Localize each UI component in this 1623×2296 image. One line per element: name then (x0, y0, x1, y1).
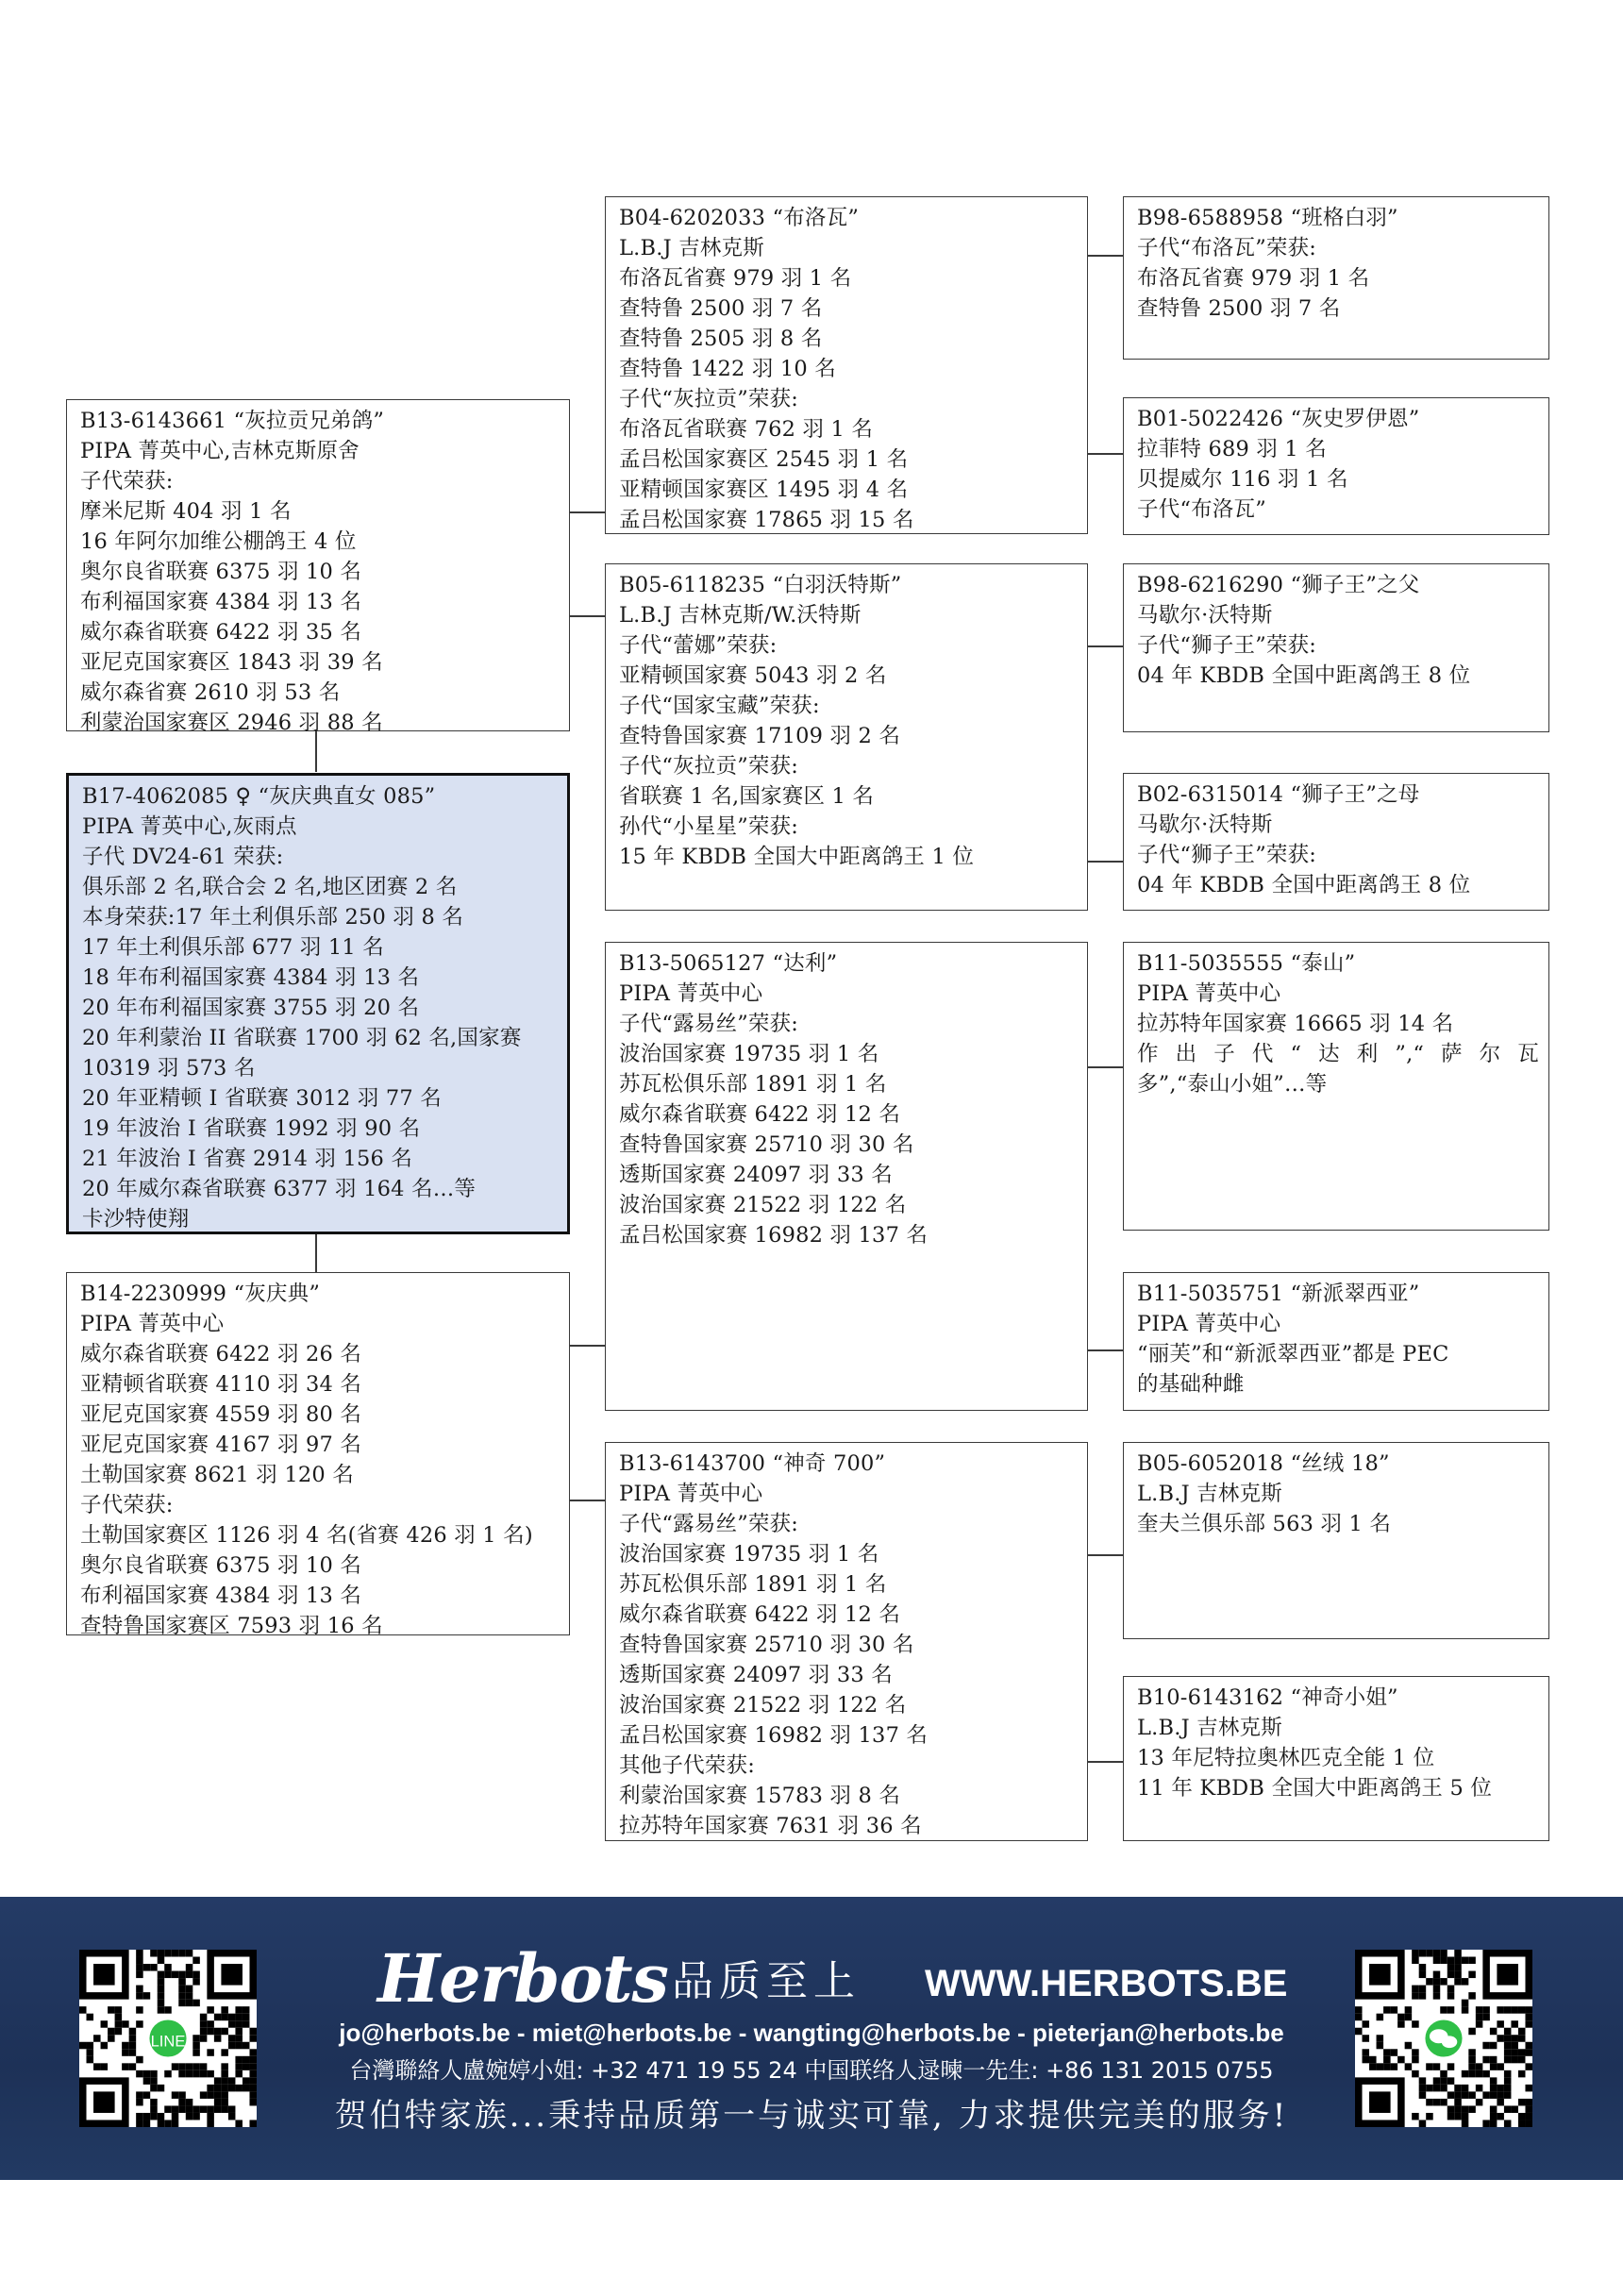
bird-detail-line: 20 年亚精顿 I 省联赛 3012 羽 77 名 (82, 1086, 442, 1111)
bird-detail-line: 土勒国家赛 8621 羽 120 名 (80, 1463, 354, 1487)
bird-detail-line: 亚精顿国家赛 5043 羽 2 名 (619, 663, 887, 688)
bird-detail-line: 布利福国家赛 4384 羽 13 名 (80, 1584, 362, 1608)
bird-detail-line: 亚尼克国家赛 4167 羽 97 名 (80, 1433, 362, 1457)
sire-sire-dam-card (1123, 397, 1549, 535)
bird-detail-line: 查特鲁 2500 羽 7 名 (1137, 296, 1341, 321)
bird-detail-line: 子代“布洛瓦”荣获: (1137, 236, 1317, 260)
website-link[interactable]: WWW.HERBOTS.BE (925, 1963, 1288, 2004)
bird-detail-line: 查特鲁 2500 羽 7 名 (619, 296, 823, 321)
connector-sd-sdd (1086, 861, 1124, 863)
bird-detail-line: L.B.J 吉林克斯 (1137, 1482, 1282, 1506)
bird-detail-line: 11 年 KBDB 全国大中距离鸽王 5 位 (1137, 1776, 1493, 1801)
bird-detail-line: 利蒙治国家赛 15783 羽 8 名 (619, 1784, 901, 1808)
bird-id-name: B13-6143700 “神奇 700” (619, 1451, 886, 1476)
bird-detail-line: 15 年 KBDB 全国大中距离鸽王 1 位 (619, 845, 975, 869)
bird-detail-line: L.B.J 吉林克斯 (1137, 1716, 1282, 1740)
bird-detail-line: 子代“蕾娜”荣获: (619, 633, 778, 658)
sire-dam-dam-card (1123, 773, 1549, 911)
dam-card (66, 1272, 570, 1638)
bird-detail-line: 18 年布利福国家赛 4384 羽 13 名 (82, 965, 420, 990)
bird-detail-line: L.B.J 吉林克斯 (619, 236, 764, 260)
bird-id-name: B98-6216290 “狮子王”之父 (1137, 573, 1420, 597)
bird-detail-line: 马歇尔·沃特斯 (1137, 813, 1273, 837)
bird-detail-line: 子代“灰拉贡”荣获: (619, 754, 799, 779)
footer-banner (0, 1897, 1623, 2180)
bird-detail-line: L.B.J 吉林克斯/W.沃特斯 (619, 603, 862, 628)
bird-detail-line: 卡沙特使翔 (82, 1207, 190, 1232)
bird-detail-line: 子代“露易丝”荣获: (619, 1012, 799, 1036)
bird-detail-line: 19 年波治 I 省联赛 1992 羽 90 名 (82, 1116, 421, 1141)
bird-detail-line: 布洛瓦省联赛 762 羽 1 名 (619, 417, 874, 442)
dam-dam-card (605, 1442, 1088, 1841)
bird-detail-line: 摩米尼斯 404 羽 1 名 (80, 499, 292, 524)
bird-id-name: B11-5035555 “泰山” (1137, 951, 1356, 976)
bird-detail-line: 利蒙治国家赛区 2946 羽 88 名 (80, 711, 383, 735)
bird-detail-line: PIPA 菁英中心,吉林克斯原舍 (80, 439, 360, 463)
bird-detail-line: 透斯国家赛 24097 羽 33 名 (619, 1163, 893, 1187)
sire-dam-card (605, 563, 1088, 911)
bird-detail-line: 孙代“小星星”荣获: (619, 814, 799, 839)
brand-row (377, 1939, 1288, 2018)
connector-ss-sss (1086, 255, 1124, 257)
bird-detail-line: 奎夫兰俱乐部 563 羽 1 名 (1137, 1512, 1392, 1536)
bird-id-name: B13-5065127 “达利” (619, 951, 838, 976)
bird-detail-line: 透斯国家赛 24097 羽 33 名 (619, 1663, 893, 1687)
connector-ss-ssd (1086, 453, 1124, 455)
bird-id-name: B02-6315014 “狮子王”之母 (1137, 782, 1420, 807)
bird-detail-line: 孟吕松国家赛 16982 羽 137 名 (619, 1723, 929, 1748)
bird-detail-line: 威尔森省联赛 6422 羽 12 名 (619, 1602, 901, 1627)
dam-dam-sire-card (1123, 1442, 1549, 1639)
bird-detail-line: 13 年尼特拉奥林匹克全能 1 位 (1137, 1746, 1435, 1770)
bird-detail-line: PIPA 菁英中心 (1137, 1312, 1281, 1336)
bird-detail-line: 拉菲特 689 羽 1 名 (1137, 437, 1327, 461)
bird-detail-line: PIPA 菁英中心 (80, 1312, 225, 1336)
bird-detail-line: 威尔森省赛 2610 羽 53 名 (80, 680, 341, 705)
connector-subject-dam (315, 1231, 317, 1272)
bird-detail-line: 孟吕松国家赛 17865 羽 15 名 (619, 508, 914, 532)
bird-detail-line: 孟吕松国家赛 16982 羽 137 名 (619, 1223, 929, 1248)
connector-dam-dd (568, 1500, 606, 1501)
bird-detail-line: 威尔森省联赛 6422 羽 12 名 (619, 1102, 901, 1127)
bird-detail-line: 多”,“泰山小姐”…等 (1137, 1072, 1328, 1097)
bird-detail-line: 04 年 KBDB 全国中距离鸽王 8 位 (1137, 663, 1471, 688)
bird-detail-line: PIPA 菁英中心 (619, 981, 763, 1006)
sire-sire-card (605, 196, 1088, 534)
bird-detail-line: 波治国家赛 21522 羽 122 名 (619, 1693, 907, 1718)
bird-detail-line: 子代 DV24-61 荣获: (82, 845, 284, 869)
dam-sire-sire-card (1123, 942, 1549, 1231)
bird-detail-line: 苏瓦松俱乐部 1891 羽 1 名 (619, 1572, 887, 1597)
bird-detail-line: 布洛瓦省赛 979 羽 1 名 (1137, 266, 1370, 291)
bird-detail-line: 拉苏特年国家赛 16665 羽 14 名 (1137, 1012, 1454, 1036)
bird-detail-line: 省联赛 1 名,国家赛区 1 名 (619, 784, 875, 809)
bird-detail-line: 查特鲁国家赛 25710 羽 30 名 (619, 1633, 914, 1657)
bird-detail-line: 波治国家赛 19735 羽 1 名 (619, 1042, 879, 1066)
bird-detail-line: 子代荣获: (80, 469, 174, 494)
sire-dam-sire-card (1123, 563, 1549, 732)
connector-dd-dds (1086, 1554, 1124, 1556)
bird-id-name: B11-5035751 “新派翠西亚” (1137, 1282, 1420, 1306)
bird-detail-line: 俱乐部 2 名,联合会 2 名,地区团赛 2 名 (82, 875, 458, 899)
bird-detail-line: 查特鲁国家赛 17109 羽 2 名 (619, 724, 901, 748)
bird-detail-line: 拉苏特年国家赛 7631 羽 36 名 (619, 1814, 922, 1838)
bird-id-name: B10-6143162 “神奇小姐” (1137, 1685, 1398, 1710)
bird-detail-line: 17 年土利俱乐部 677 羽 11 名 (82, 935, 384, 960)
bird-detail-line: 亚精顿国家赛区 1495 羽 4 名 (619, 478, 909, 502)
bird-detail-line: 布利福国家赛 4384 羽 13 名 (80, 590, 362, 614)
bird-detail-line: 波治国家赛 19735 羽 1 名 (619, 1542, 879, 1567)
bird-detail-line: 20 年利蒙治 II 省联赛 1700 羽 62 名,国家赛 (82, 1026, 522, 1050)
subject-card (66, 773, 570, 1234)
bird-detail-line: 子代“灰拉贡”荣获: (619, 387, 799, 411)
bird-id-name: B14-2230999 “灰庆典” (80, 1282, 321, 1306)
bird-id-name: B05-6118235 “白羽沃特斯” (619, 573, 902, 597)
bird-detail-line: 亚尼克国家赛区 1843 羽 39 名 (80, 650, 383, 675)
bird-detail-line: 子代“国家宝藏”荣获: (619, 694, 820, 718)
connector-ds-dss (1086, 1066, 1124, 1068)
bird-id-name: B13-6143661 “灰拉贡兄弟鸽” (80, 409, 385, 433)
brand-slogan: 品质至上 (672, 1957, 861, 2005)
connector-dam-ds (568, 1345, 606, 1347)
bird-detail-line: 子代“狮子王”荣获: (1137, 843, 1317, 867)
family-motto: 贺伯特家族...秉持品质第一与诚实可靠, 力求提供完美的服务! (334, 2097, 1289, 2135)
connector-dd-ddd (1086, 1761, 1124, 1763)
connector-sire-sd (568, 615, 606, 617)
bird-id-name: B04-6202033 “布洛瓦” (619, 206, 860, 230)
bird-detail-line: 16 年阿尔加维公棚鸽王 4 位 (80, 529, 357, 554)
bird-detail-line: 查特鲁国家赛 25710 羽 30 名 (619, 1132, 914, 1157)
bird-detail-line: 子代“布洛瓦” (1137, 497, 1266, 522)
bird-detail-line: 查特鲁 1422 羽 10 名 (619, 357, 836, 381)
bird-detail-line: 20 年布利福国家赛 3755 羽 20 名 (82, 996, 420, 1020)
contact-phones: 台灣聯絡人盧婉婷小姐: +32 471 19 55 24 中国联络人逯暕一先生: +86 131 2015 0755 (349, 2057, 1274, 2084)
connector-sire-ss (568, 511, 606, 513)
bird-detail-line: 作出子代“达利”,“萨尔瓦 (1137, 1042, 1539, 1066)
bird-detail-line: 本身荣获:17 年土利俱乐部 250 羽 8 名 (82, 905, 464, 930)
bird-id-name: B17-4062085 ♀ “灰庆典直女 085” (82, 784, 436, 809)
brand-logo: Herbots (377, 1939, 668, 2018)
bird-detail-line: 孟吕松国家赛区 2545 羽 1 名 (619, 447, 909, 472)
svg-text:LINE: LINE (150, 2032, 186, 2051)
bird-detail-line: 奥尔良省联赛 6375 羽 10 名 (80, 1553, 362, 1578)
connector-ds-dsd (1086, 1349, 1124, 1351)
dam-dam-dam-card (1123, 1676, 1549, 1841)
bird-detail-line: 亚尼克国家赛 4559 羽 80 名 (80, 1402, 362, 1427)
sire-sire-sire-card (1123, 196, 1549, 360)
bird-detail-line: 查特鲁国家赛区 7593 羽 16 名 (80, 1614, 383, 1638)
bird-detail-line: 的基础种雌 (1137, 1372, 1245, 1397)
bird-detail-line: 布洛瓦省赛 979 羽 1 名 (619, 266, 852, 291)
bird-detail-line: 波治国家赛 21522 羽 122 名 (619, 1193, 907, 1217)
bird-detail-line: 其他子代荣获: (619, 1753, 755, 1778)
dam-sire-dam-card (1123, 1272, 1549, 1411)
sire-card (66, 399, 570, 735)
bird-detail-line: 土勒国家赛区 1126 羽 4 名(省赛 426 羽 1 名) (80, 1523, 533, 1548)
bird-detail-line: 10319 羽 573 名 (82, 1056, 256, 1081)
bird-detail-line: 苏瓦松俱乐部 1891 羽 1 名 (619, 1072, 887, 1097)
bird-detail-line: 子代“狮子王”荣获: (1137, 633, 1317, 658)
bird-detail-line: 21 年波治 I 省赛 2914 羽 156 名 (82, 1147, 413, 1171)
bird-detail-line: 威尔森省联赛 6422 羽 26 名 (80, 1342, 362, 1366)
contact-emails[interactable]: jo@herbots.be - miet@herbots.be - wangting@herbots.be - pieterjan@herbots.be (339, 2019, 1284, 2047)
bird-id-name: B05-6052018 “丝绒 18” (1137, 1451, 1390, 1476)
bird-detail-line: 查特鲁 2505 羽 8 名 (619, 327, 823, 351)
bird-detail-line: 马歇尔·沃特斯 (1137, 603, 1273, 628)
bird-detail-line: 子代荣获: (80, 1493, 174, 1517)
bird-detail-line: PIPA 菁英中心 (619, 1482, 763, 1506)
bird-detail-line: 20 年威尔森省联赛 6377 羽 164 名…等 (82, 1177, 477, 1201)
bird-detail-line: “丽芙”和“新派翠西亚”都是 PEC (1137, 1342, 1449, 1366)
bird-detail-line: 奥尔良省联赛 6375 羽 10 名 (80, 560, 362, 584)
bird-id-name: B98-6588958 “班格白羽” (1137, 206, 1398, 230)
bird-detail-line: 子代“露易丝”荣获: (619, 1512, 799, 1536)
dam-sire-card (605, 942, 1088, 1411)
bird-detail-line: 亚精顿省联赛 4110 羽 34 名 (80, 1372, 362, 1397)
connector-sd-sds (1086, 645, 1124, 647)
bird-detail-line: 贝提威尔 116 羽 1 名 (1137, 467, 1348, 492)
bird-id-name: B01-5022426 “灰史罗伊恩” (1137, 407, 1420, 431)
bird-detail-line: 04 年 KBDB 全国中距离鸽王 8 位 (1137, 873, 1471, 897)
bird-detail-line: PIPA 菁英中心,灰雨点 (82, 814, 297, 839)
bird-detail-line: PIPA 菁英中心 (1137, 981, 1281, 1006)
bird-detail-line: 威尔森省联赛 6422 羽 35 名 (80, 620, 362, 645)
